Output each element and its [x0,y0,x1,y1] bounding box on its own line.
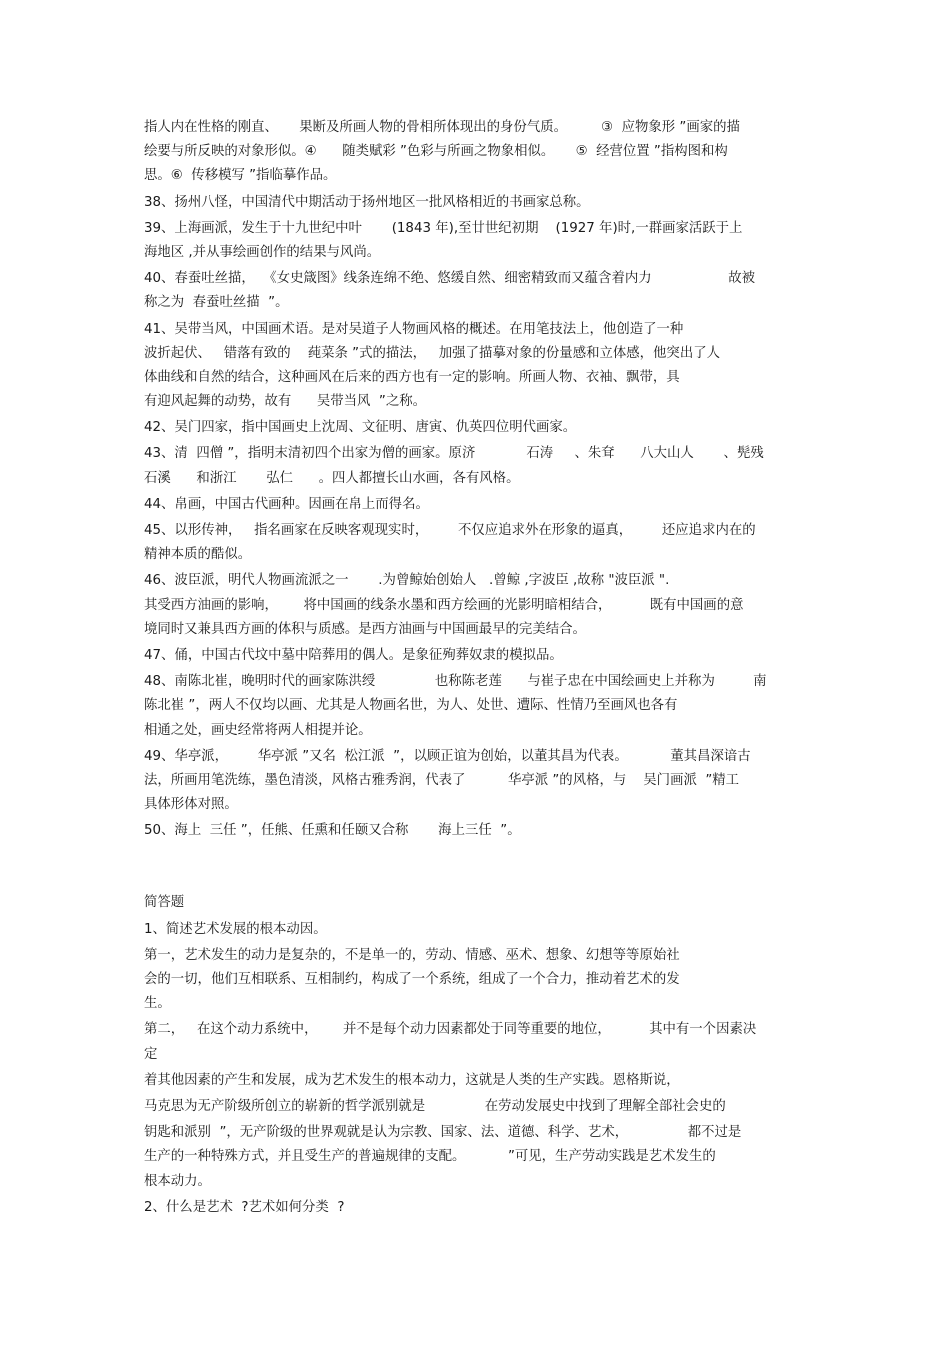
text-line: 着其他因素的产生和发展，成为艺术发生的根本动力，这就是人类的生产实践。恩格斯说， [144,1072,680,1088]
text-line: 第二， 在这个动力系统中， 并不是每个动力因素都处于同等重要的地位， 其中有一个因素决 [144,1022,757,1038]
text-line: 境同时又兼具西方画的体积与质感。是西方油画与中国画最早的完美结合。 [144,621,586,637]
text-line: 思。⑥ 传移模写 ”指临摹作品。 [144,168,337,184]
document-page [144,116,809,1220]
entry-50: 50、海上 三任 ”，任熊、任熏和任颐又合称 海上三任 ”。 [144,823,521,839]
text-line: 定 [144,1046,158,1062]
text-line: 海地区 ,并从事绘画创作的结果与风尚。 [144,244,381,260]
entry-49: 49、华亭派， 华亭派 ”又名 松江派 ”，以顾正谊为创始，以董其昌为代表。 董其昌深谙古 [144,748,751,764]
text-line: 石溪 和浙江 弘仁 。四人都擅长山水画，各有风格。 [144,470,520,486]
entry-42: 42、吴门四家，指中国画史上沈周、文征明、唐寅、仇英四位明代画家。 [144,420,577,436]
entry-39: 39、上海画派，发生于十九世纪中叶 (1843 年),至廿世纪初期 (1927 年)时,一群画家活跃于上 [144,220,743,236]
text-line: 称之为 春蚕吐丝描 ”。 [144,295,289,311]
entry-38: 38、扬州八怪，中国清代中期活动于扬州地区一批风格相近的书画家总称。 [144,194,590,210]
text-line: 绘要与所反映的对象形似。④ 随类赋彩 ”色彩与所画之物象相似。 ⑤ 经营位置 ”指构图和构 [144,144,728,160]
text-line: 法，所画用笔洗练，墨色清淡，风格古雅秀润，代表了 华亭派 ”的风格，与 吴门画派 ”精工 [144,772,740,788]
text-line: 其受西方油画的影响， 将中国画的线条水墨和西方绘画的光影明暗相结合， 既有中国画的意 [144,597,744,613]
text-line: 会的一切，他们互相联系、互相制约，构成了一个系统，组成了一个合力，推动着艺术的发 [144,972,680,987]
entry-44: 44、帛画，中国古代画种。因画在帛上而得名。 [144,496,429,512]
entry-45: 45、以形传神， 指名画家在反映客观现实时， 不仅应追求外在形象的逼真， 还应追求内在的 [144,523,756,538]
entry-40: 40、春蚕吐丝描， 《女史箴图》线条连绵不绝、悠缓自然、细密精致而又蕴含着内力 故被 [144,271,756,287]
text-line: 相通之处，画史经常将两人相提并论。 [144,722,372,738]
text-line: 指人内在性格的刚直、 果断及所画人物的骨相所体现出的身份气质。 ③ 应物象形 ”画家的描 [144,120,740,135]
question-2: 2、什么是艺术 ?艺术如何分类 ? [144,1199,345,1215]
text-line: 有迎风起舞的动势，故有 吴带当风 ”之称。 [144,394,427,410]
entry-46: 46、波臣派，明代人物画流派之一 .为曾鲸始创始人 .曾鲸 ,字波臣 ,故称 "波臣派 ". [144,573,670,589]
text-line: 马克思为无产阶级所创立的崭新的哲学派别就是 在劳动发展史中找到了理解全部社会史的 [144,1098,726,1114]
entry-48: 48、南陈北崔，晚明时代的画家陈洪绶 也称陈老莲 与崔子忠在中国绘画史上并称为 南 [144,674,767,690]
text-line: 根本动力。 [144,1173,211,1189]
text-line: 体曲线和自然的结合，这种画风在后来的西方也有一定的影响。所画人物、衣袖、飘带，具 [144,369,680,385]
glossary-continuation [144,116,809,189]
entry-47: 47、俑，中国古代坟中墓中陪葬用的偶人。是象征殉葬奴隶的模拟品。 [144,647,563,663]
text-line: 精神本质的酷似。 [144,547,252,563]
question-1: 1、简述艺术发展的根本动因。 [144,921,327,937]
text-line: 第一，艺术发生的动力是复杂的，不是单一的，劳动、情感、巫术、想象、幻想等等原始社 [144,947,680,963]
text-line: 生产的一种特殊方式，并且受生产的普遍规律的支配。 ”可见，生产劳动实践是艺术发生的 [144,1149,716,1165]
entry-41: 41、吴带当风，中国画术语。是对吴道子人物画风格的概述。在用笔技法上，他创造了一种 [144,321,684,337]
section-heading: 简答题 [144,895,185,911]
short-answer-section [144,891,809,1219]
text-line: 生。 [144,996,171,1012]
text-line: 陈北崔 ”，两人不仅均以画、尤其是人物画名世，为人、处世、遭际、性情乃至画风也各有 [144,698,678,714]
entry-43: 43、清 四僧 ”，指明末清初四个出家为僧的画家。原济 石涛 、朱耷 八大山人 、髡残 [144,446,764,462]
text-line: 具体形体对照。 [144,797,238,813]
glossary-entries [144,191,809,844]
text-line: 钥匙和派别 ”，无产阶级的世界观就是认为宗教、国家、法、道德、科学、艺术， 都不过是 [144,1125,742,1141]
text-line: 波折起伏、 错落有致的 莼菜条 ”式的描法， 加强了描摹对象的份量感和立体感，他突出了人 [144,345,720,361]
